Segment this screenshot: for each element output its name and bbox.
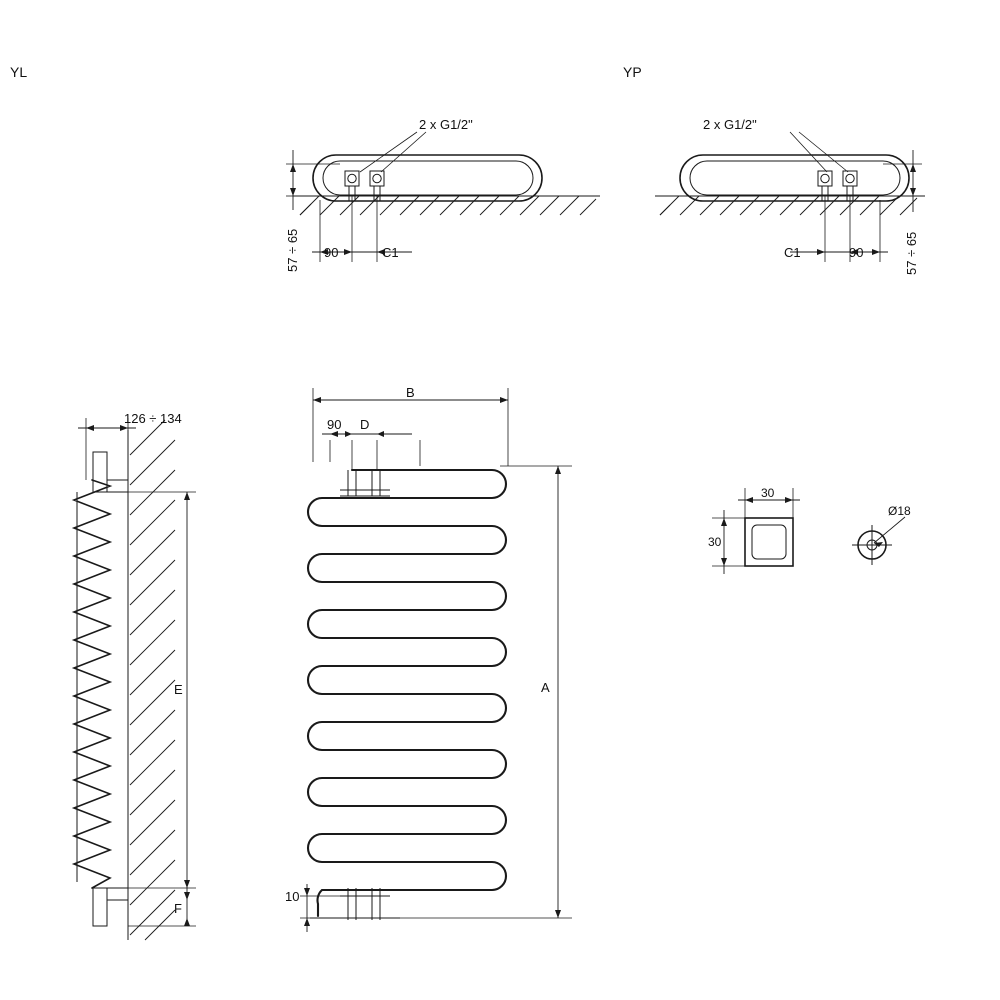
connection-label-yl: 2 x G1/2" [419, 117, 473, 132]
dim-profile-height: 30 [708, 535, 722, 549]
dim-90-yp: 90 [849, 245, 864, 260]
dim-c1-yl: C1 [382, 245, 399, 260]
dim-wall-offset-yl: 57 ÷ 65 [285, 228, 300, 272]
dim-depth: 126 ÷ 134 [124, 411, 182, 426]
dim-width-b: B [406, 385, 415, 400]
front-view [300, 385, 572, 932]
view-title-yp: YP [623, 64, 642, 80]
profile-detail [712, 488, 800, 574]
dim-height-e: E [174, 682, 183, 697]
connection-label-yp: 2 x G1/2" [703, 117, 757, 132]
dim-height-f: F [174, 901, 182, 916]
dim-wall-offset-yp: 57 ÷ 65 [904, 231, 919, 275]
dim-profile-width: 30 [761, 486, 775, 500]
dim-90-yl: 90 [324, 245, 339, 260]
hole-detail [852, 517, 905, 565]
dim-c1-yp: C1 [784, 245, 801, 260]
side-view [74, 418, 196, 940]
dim-offset-d: D [360, 417, 370, 432]
top-view-yp [655, 132, 925, 262]
dim-hole-diameter: Ø18 [888, 504, 911, 518]
dim-offset-90: 90 [327, 417, 342, 432]
dim-bottom-10: 10 [285, 889, 300, 904]
top-view-yl [286, 132, 600, 262]
view-title-yl: YL [10, 64, 28, 80]
dim-height-a: A [541, 680, 550, 695]
